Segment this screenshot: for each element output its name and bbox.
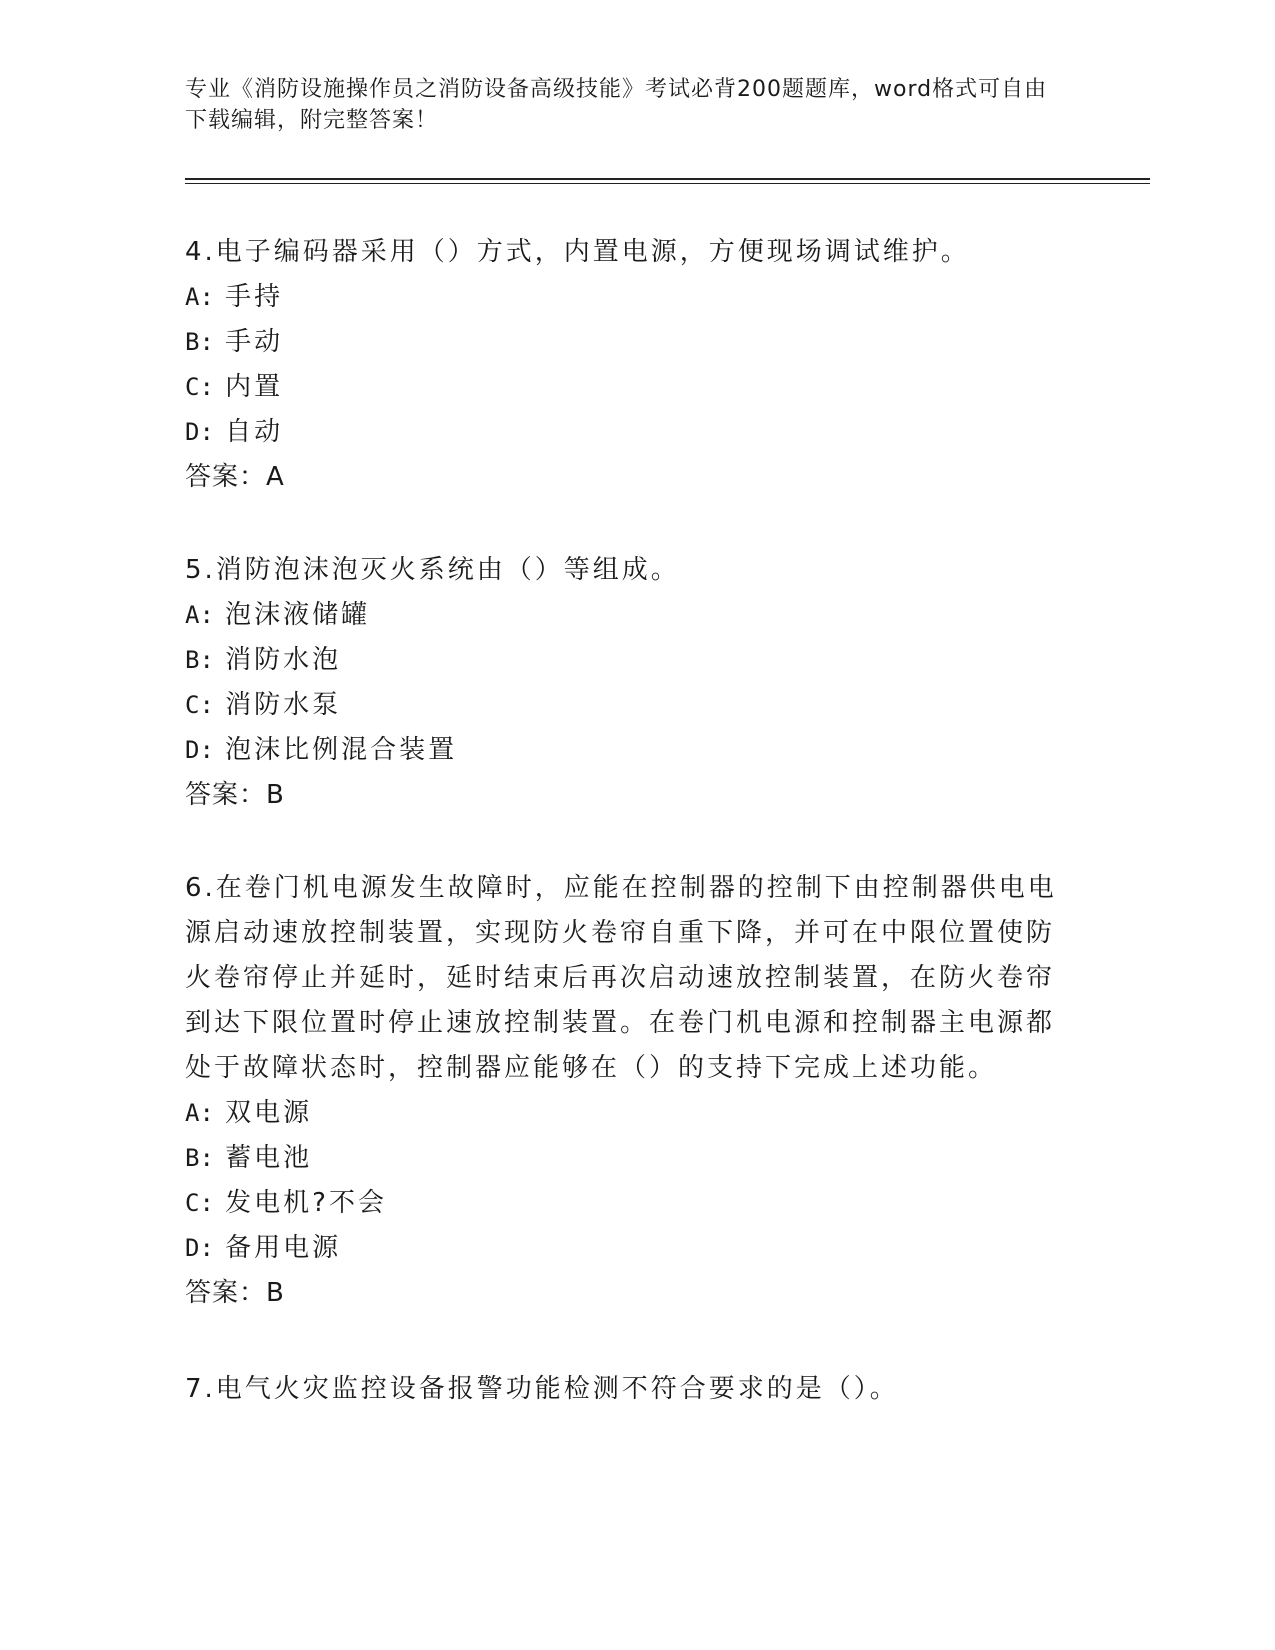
option-letter: B:	[185, 646, 214, 674]
option-text: 消防水泵	[225, 690, 342, 720]
option-letter: A:	[185, 601, 214, 629]
option-text: 手持	[225, 282, 284, 312]
option-letter: B:	[185, 328, 214, 356]
question-stem: 5.消防泡沫泡灭火系统由（）等组成。	[185, 555, 680, 585]
option-text: 双电源	[225, 1098, 313, 1128]
option-d	[185, 728, 1065, 773]
option-a	[185, 593, 1065, 638]
header-divider-thin	[185, 183, 1150, 184]
header-divider	[185, 178, 1150, 180]
question-stem: 6.在卷门机电源发生故障时，应能在控制器的控制下由控制器供电电源启动速放控制装置，实现防火卷帘自重下降，并可在中限位置使防火卷帘停止并延时，延时结束后再次启动速放控制装置，在防火卷帘到达下限位置时停止速放控制装置。在卷门机电源和控制器主电源都处于故障状态时，控制器应能够在（）的支持下完成上述功能。	[185, 873, 1057, 1083]
option-text: 自动	[225, 417, 284, 447]
option-a	[185, 1091, 1065, 1136]
option-letter: D:	[185, 418, 214, 446]
answer: 答案：B	[185, 780, 285, 810]
option-b	[185, 320, 1065, 365]
option-letter: C:	[185, 373, 214, 401]
option-c	[185, 1181, 1065, 1226]
answer: 答案：A	[185, 462, 285, 492]
option-letter: B:	[185, 1144, 214, 1172]
option-text: 备用电源	[225, 1233, 342, 1263]
option-text: 泡沫比例混合装置	[225, 735, 458, 765]
option-text: 泡沫液储罐	[225, 600, 371, 630]
option-a	[185, 275, 1065, 320]
option-c	[185, 365, 1065, 410]
question-6	[185, 866, 1065, 1316]
option-letter: D:	[185, 736, 214, 764]
option-text: 手动	[225, 327, 284, 357]
question-5	[185, 548, 1065, 818]
option-text: 消防水泡	[225, 645, 342, 675]
question-4	[185, 230, 1065, 500]
question-7	[185, 1367, 1065, 1412]
option-letter: A:	[185, 283, 214, 311]
option-letter: C:	[185, 691, 214, 719]
option-letter: D:	[185, 1234, 214, 1262]
option-text: 内置	[225, 372, 284, 402]
option-c	[185, 683, 1065, 728]
option-letter: C:	[185, 1189, 214, 1217]
option-d	[185, 410, 1065, 455]
option-text: 发电机?不会	[225, 1188, 387, 1218]
question-stem: 4.电子编码器采用（）方式，内置电源，方便现场调试维护。	[185, 237, 970, 267]
option-text: 蓄电池	[225, 1143, 313, 1173]
question-stem: 7.电气火灾监控设备报警功能检测不符合要求的是（）。	[185, 1374, 899, 1404]
option-b	[185, 638, 1065, 683]
option-b	[185, 1136, 1065, 1181]
answer: 答案：B	[185, 1278, 285, 1308]
option-letter: A:	[185, 1099, 214, 1127]
document-header: 专业《消防设施操作员之消防设备高级技能》考试必背200题题库，word格式可自由下载编辑，附完整答案！	[185, 77, 1048, 133]
option-d	[185, 1226, 1065, 1271]
